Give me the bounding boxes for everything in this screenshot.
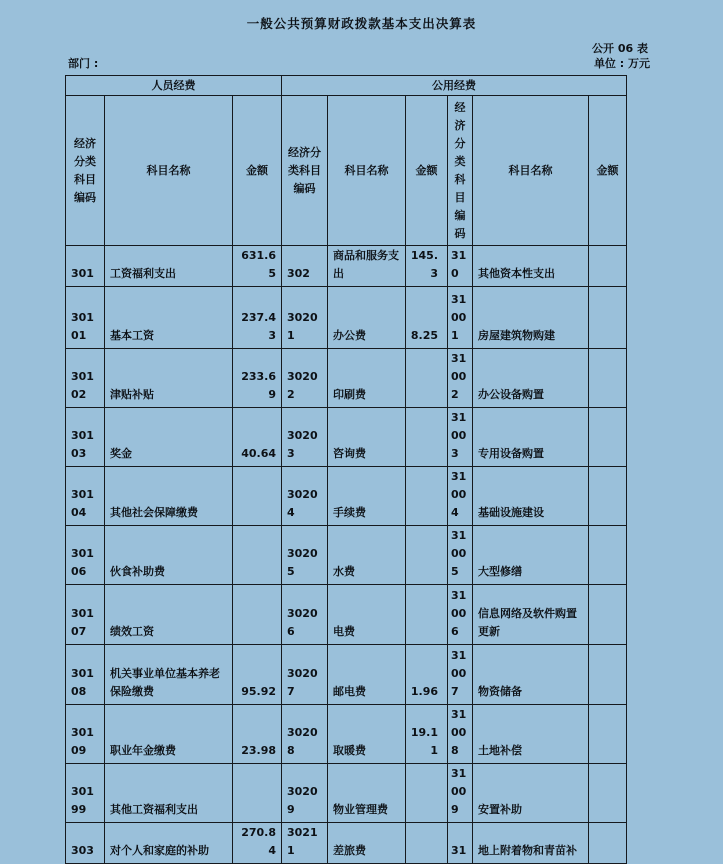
column-header-row bbox=[66, 96, 627, 246]
amount-cell bbox=[233, 526, 282, 585]
name-cell: 电费 bbox=[328, 585, 406, 645]
code-cell: 310 bbox=[448, 246, 473, 287]
amount-cell bbox=[589, 823, 627, 864]
name-cell: 水费 bbox=[328, 526, 406, 585]
code-cell: 30209 bbox=[282, 764, 328, 823]
name-cell: 基础设施建设 bbox=[473, 467, 589, 526]
code-cell: 303 bbox=[66, 823, 105, 864]
name-cell: 大型修缮 bbox=[473, 526, 589, 585]
name-cell: 土地补偿 bbox=[473, 705, 589, 764]
amount-cell bbox=[589, 408, 627, 467]
col-header-amount-2: 金额 bbox=[406, 96, 448, 246]
amount-cell: 270.84 bbox=[233, 823, 282, 864]
code-cell: 30204 bbox=[282, 467, 328, 526]
code-cell: 30205 bbox=[282, 526, 328, 585]
code-cell: 30109 bbox=[66, 705, 105, 764]
col-header-name-1: 科目名称 bbox=[105, 96, 233, 246]
amount-cell bbox=[406, 467, 448, 526]
name-cell: 差旅费 bbox=[328, 823, 406, 864]
code-cell: 31009 bbox=[448, 764, 473, 823]
name-cell: 邮电费 bbox=[328, 645, 406, 705]
name-cell: 机关事业单位基本养老保险缴费 bbox=[105, 645, 233, 705]
budget-table bbox=[65, 75, 627, 864]
name-cell: 职业年金缴费 bbox=[105, 705, 233, 764]
table-row bbox=[66, 645, 627, 705]
amount-cell bbox=[406, 526, 448, 585]
table-row bbox=[66, 246, 627, 287]
name-cell: 伙食补助费 bbox=[105, 526, 233, 585]
code-cell: 31002 bbox=[448, 349, 473, 408]
code-cell: 30108 bbox=[66, 645, 105, 705]
code-cell: 30103 bbox=[66, 408, 105, 467]
name-cell: 物资储备 bbox=[473, 645, 589, 705]
amount-cell bbox=[406, 823, 448, 864]
amount-cell bbox=[589, 705, 627, 764]
amount-cell bbox=[406, 764, 448, 823]
group-header-public: 公用经费 bbox=[282, 76, 627, 96]
name-cell: 房屋建筑物购建 bbox=[473, 287, 589, 349]
amount-cell bbox=[589, 764, 627, 823]
amount-cell: 233.69 bbox=[233, 349, 282, 408]
code-cell: 30202 bbox=[282, 349, 328, 408]
amount-cell bbox=[406, 585, 448, 645]
table-row bbox=[66, 823, 627, 864]
name-cell: 地上附着物和青苗补 bbox=[473, 823, 589, 864]
code-cell: 31004 bbox=[448, 467, 473, 526]
name-cell: 其他资本性支出 bbox=[473, 246, 589, 287]
code-cell: 30199 bbox=[66, 764, 105, 823]
amount-cell: 631.65 bbox=[233, 246, 282, 287]
code-cell: 30206 bbox=[282, 585, 328, 645]
amount-cell: 8.25 bbox=[406, 287, 448, 349]
amount-cell: 23.98 bbox=[233, 705, 282, 764]
code-cell: 30211 bbox=[282, 823, 328, 864]
amount-cell: 95.92 bbox=[233, 645, 282, 705]
code-cell: 31006 bbox=[448, 585, 473, 645]
amount-cell: 1.96 bbox=[406, 645, 448, 705]
name-cell: 咨询费 bbox=[328, 408, 406, 467]
amount-cell: 19.11 bbox=[406, 705, 448, 764]
name-cell: 商品和服务支出 bbox=[328, 246, 406, 287]
amount-cell bbox=[589, 645, 627, 705]
code-cell: 30201 bbox=[282, 287, 328, 349]
name-cell: 对个人和家庭的补助 bbox=[105, 823, 233, 864]
name-cell: 手续费 bbox=[328, 467, 406, 526]
table-row bbox=[66, 705, 627, 764]
code-cell: 31008 bbox=[448, 705, 473, 764]
name-cell: 信息网络及软件购置更新 bbox=[473, 585, 589, 645]
table-row bbox=[66, 764, 627, 823]
amount-cell: 237.43 bbox=[233, 287, 282, 349]
name-cell: 办公费 bbox=[328, 287, 406, 349]
table-row bbox=[66, 467, 627, 526]
code-cell: 302 bbox=[282, 246, 328, 287]
name-cell: 奖金 bbox=[105, 408, 233, 467]
table-row bbox=[66, 585, 627, 645]
amount-cell bbox=[589, 526, 627, 585]
amount-cell: 40.64 bbox=[233, 408, 282, 467]
amount-cell bbox=[589, 246, 627, 287]
unit-label: 单位 : 万元 bbox=[593, 57, 650, 70]
name-cell: 安置补助 bbox=[473, 764, 589, 823]
code-cell: 31001 bbox=[448, 287, 473, 349]
amount-cell bbox=[406, 349, 448, 408]
code-cell: 30102 bbox=[66, 349, 105, 408]
code-cell: 301 bbox=[66, 246, 105, 287]
amount-cell bbox=[589, 585, 627, 645]
amount-cell bbox=[233, 764, 282, 823]
code-cell: 31003 bbox=[448, 408, 473, 467]
col-header-amount-3: 金额 bbox=[589, 96, 627, 246]
amount-cell bbox=[589, 349, 627, 408]
code-cell: 30101 bbox=[66, 287, 105, 349]
name-cell: 工资福利支出 bbox=[105, 246, 233, 287]
table-row bbox=[66, 349, 627, 408]
name-cell: 其他工资福利支出 bbox=[105, 764, 233, 823]
code-cell: 31005 bbox=[448, 526, 473, 585]
code-cell: 30107 bbox=[66, 585, 105, 645]
code-cell: 30104 bbox=[66, 467, 105, 526]
col-header-code-1: 经济分类科目编码 bbox=[66, 96, 105, 246]
name-cell: 物业管理费 bbox=[328, 764, 406, 823]
name-cell: 绩效工资 bbox=[105, 585, 233, 645]
code-cell: 30207 bbox=[282, 645, 328, 705]
group-header-row bbox=[66, 76, 627, 96]
code-cell: 31 bbox=[448, 823, 473, 864]
amount-cell: 145.3 bbox=[406, 246, 448, 287]
col-header-name-3: 科目名称 bbox=[473, 96, 589, 246]
name-cell: 津贴补贴 bbox=[105, 349, 233, 408]
amount-cell bbox=[589, 467, 627, 526]
page-title: 一般公共预算财政拨款基本支出决算表 bbox=[246, 16, 477, 31]
name-cell: 印刷费 bbox=[328, 349, 406, 408]
name-cell: 取暖费 bbox=[328, 705, 406, 764]
table-row bbox=[66, 526, 627, 585]
code-cell: 30106 bbox=[66, 526, 105, 585]
code-cell: 30203 bbox=[282, 408, 328, 467]
amount-cell bbox=[233, 467, 282, 526]
code-cell: 30208 bbox=[282, 705, 328, 764]
col-header-name-2: 科目名称 bbox=[328, 96, 406, 246]
name-cell: 专用设备购置 bbox=[473, 408, 589, 467]
amount-cell bbox=[589, 287, 627, 349]
department-label: 部门 : bbox=[68, 57, 99, 70]
col-header-amount-1: 金额 bbox=[233, 96, 282, 246]
group-header-personnel: 人员经费 bbox=[66, 76, 282, 96]
amount-cell bbox=[233, 585, 282, 645]
code-cell: 31007 bbox=[448, 645, 473, 705]
table-row bbox=[66, 287, 627, 349]
name-cell: 办公设备购置 bbox=[473, 349, 589, 408]
name-cell: 其他社会保障缴费 bbox=[105, 467, 233, 526]
table-number-label: 公开 06 表 bbox=[592, 42, 648, 55]
amount-cell bbox=[406, 408, 448, 467]
col-header-code-2: 经济分类科目编码 bbox=[282, 96, 328, 246]
col-header-code-3: 经济分类科目编码 bbox=[448, 96, 473, 246]
name-cell: 基本工资 bbox=[105, 287, 233, 349]
table-row bbox=[66, 408, 627, 467]
